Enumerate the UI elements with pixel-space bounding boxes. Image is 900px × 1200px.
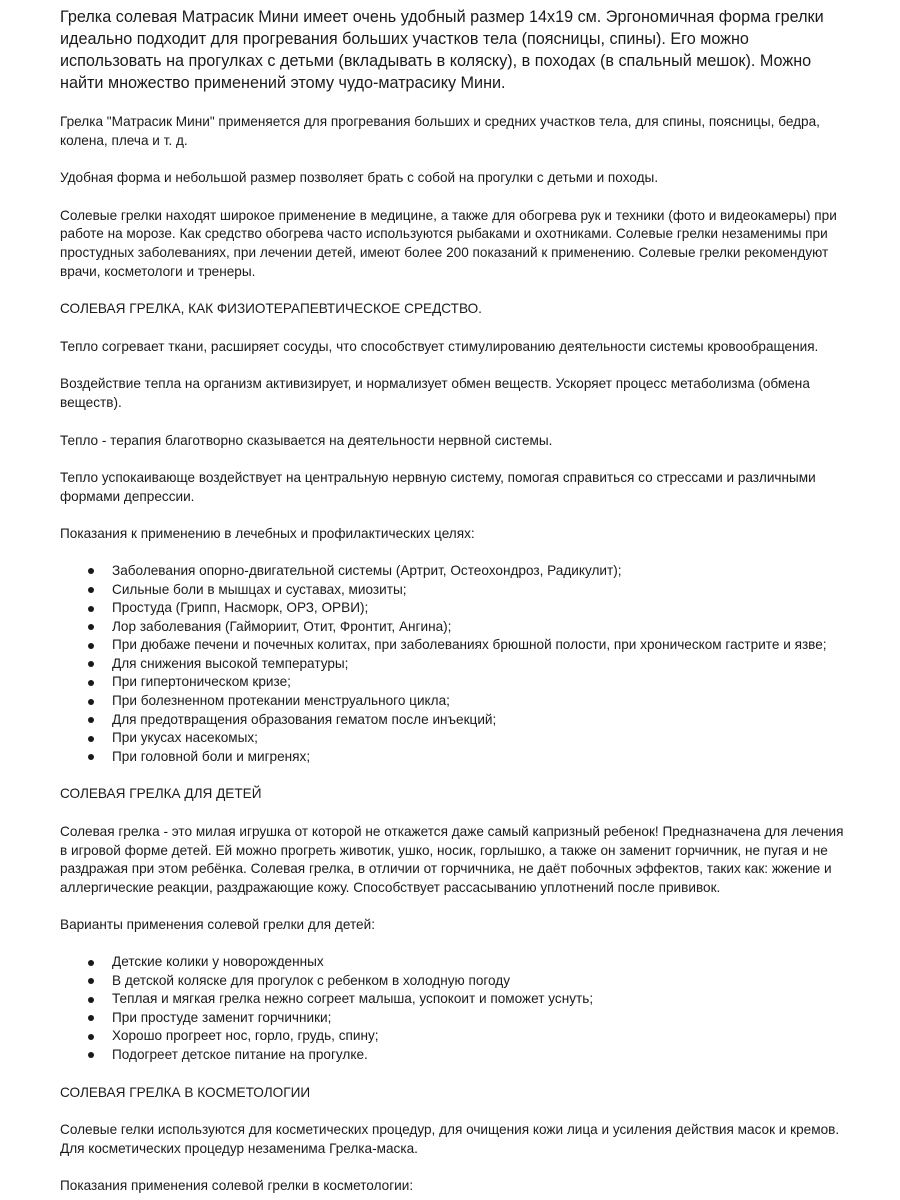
paragraph-cosmetology-indications-intro: Показания применения солевой грелки в косметологии: (60, 1178, 414, 1194)
bullet-icon (88, 1015, 94, 1021)
list-item-text: Сильные боли в мышцах и суставах, миозиты; (112, 581, 407, 597)
list-item-text: В детской коляске для прогулок с ребенком в холодную погоду (112, 972, 511, 988)
list-item (60, 729, 850, 748)
paragraph-children: Солевая грелка - это милая игрушка от которой не откажется даже самый капризный ребенок! Предназначена для лечения в игровой форме детей. Ей можно прогреть животик, ушко, носик, горлышко, а также он заменит горчичник, не пугая и не раздражая при этом ребёнка. Солевая грелка, в отличии от горчичника, не даёт побочных эффектов, таких как: жжение и аллергические реакции, раздражающие кожу. Способствует рассасыванию уплотнений после прививок. (60, 824, 844, 895)
bullet-icon (88, 568, 94, 574)
list-item (60, 655, 850, 674)
list-item (60, 990, 850, 1009)
section-heading-cosmetology: СОЛЕВАЯ ГРЕЛКА В КОСМЕТОЛОГИИ (60, 1084, 311, 1100)
list-item-text: Заболевания опорно-двигательной системы (Артрит, Остеохондроз, Радикулит); (112, 562, 622, 578)
bullet-icon (88, 1034, 94, 1040)
list-item (60, 1027, 850, 1046)
list-item (60, 673, 850, 692)
list-item-text: Подогреет детское питание на прогулке. (112, 1046, 368, 1062)
section-heading-physiotherapy: СОЛЕВАЯ ГРЕЛКА, КАК ФИЗИОТЕРАПЕВТИЧЕСКОЕ СРЕДСТВО. (60, 301, 482, 317)
paragraph-metabolism: Воздействие тепла на организм активизирует, и нормализует обмен веществ. Ускоряет процесс метаболизма (обмена веществ). (60, 376, 810, 410)
paragraph-nervous-system: Тепло - терапия благотворно сказывается на деятельности нервной системы. (60, 432, 553, 448)
list-item (60, 562, 850, 581)
list-item-text: Для предотвращения образования гематом после инъекций; (112, 711, 497, 727)
intro-paragraph: Грелка солевая Матрасик Мини имеет очень удобный размер 14х19 см. Эргономичная форма грелки идеально подходит для прогревания больших участков тела (поясницы, спины). Его можно использовать на прогулках с детьми (вкладывать в коляску), в походах (в спальный мешок). Можно найти множество применений этому чудо-матрасику Мини. (60, 8, 824, 92)
bullet-icon (88, 606, 94, 612)
list-item-text: При укусах насекомых; (112, 730, 258, 746)
list-item-text: При болезненном протекании менструального цикла; (112, 693, 450, 709)
bullet-icon (88, 997, 94, 1003)
bullet-icon (88, 680, 94, 686)
paragraph-medicine: Солевые грелки находят широкое применение в медицине, а также для обогрева рук и техники (фото и видеокамеры) при работе на морозе. Как средство обогрева часто используются рыбаками и охотниками. Солевые грелки незаменимы при простудных заболеваниях, при лечении детей, имеют более 200 показаний к применению. Солевые грелки рекомендуют врачи, косметологи и тренеры. (60, 207, 837, 279)
list-item (60, 618, 850, 637)
list-item-text: Простуда (Грипп, Насморк, ОРЗ, ОРВИ); (112, 600, 369, 616)
bullet-icon (88, 699, 94, 705)
bullet-icon (88, 587, 94, 593)
paragraph-calming: Тепло успокаивающе воздействует на центральную нервную систему, помогая справиться со стрессами и различными формами депрессии. (60, 470, 816, 504)
bullet-icon (88, 1052, 94, 1058)
paragraph-cosmetology: Солевые гелки используются для косметических процедур, для очищения кожи лица и усиления действия масок и кремов. Для косметических процедур незаменима Грелка-маска. (60, 1122, 840, 1156)
list-item-text: При гипертоническом кризе; (112, 674, 291, 690)
list-item (60, 692, 850, 711)
list-item (60, 581, 850, 600)
bullet-icon (88, 717, 94, 723)
list-item (60, 636, 850, 655)
bullet-icon (88, 736, 94, 742)
paragraph-indications-intro: Показания к применению в лечебных и профилактических целях: (60, 526, 475, 542)
bullet-icon (88, 643, 94, 649)
document-page (60, 0, 850, 1196)
bullet-icon (88, 960, 94, 966)
list-item-text: При простуде заменит горчичники; (112, 1009, 332, 1025)
bullet-icon (88, 978, 94, 984)
bullet-icon (88, 661, 94, 667)
paragraph-usage: Грелка "Матрасик Мини" применяется для прогревания больших и средних участков тела, для спины, поясницы, бедра, колена, плеча и т. д. (60, 114, 820, 148)
children-variants-list (60, 953, 850, 1065)
list-item-text: При дюбаже печени и почечных колитах, при заболеваниях брюшной полости, при хроническом гастрите и язве; (112, 637, 827, 653)
list-item (60, 972, 850, 991)
list-item-text: Хорошо прогреет нос, горло, грудь, спину; (112, 1028, 379, 1044)
paragraph-warmth-tissues: Тепло согревает ткани, расширяет сосуды, что способствует стимулированию деятельности системы кровообращения. (60, 338, 819, 354)
section-heading-children: СОЛЕВАЯ ГРЕЛКА ДЛЯ ДЕТЕЙ (60, 786, 262, 802)
list-item (60, 711, 850, 730)
paragraph-children-variants-intro: Варианты применения солевой грелки для детей: (60, 917, 375, 933)
list-item-text: Лор заболевания (Гаймориит, Отит, Фронтит, Ангина); (112, 618, 452, 634)
list-item (60, 748, 850, 767)
indications-list (60, 562, 850, 767)
list-item-text: При головной боли и мигренях; (112, 748, 311, 764)
list-item (60, 1009, 850, 1028)
list-item (60, 599, 850, 618)
list-item-text: Теплая и мягкая грелка нежно согреет малыша, успокоит и поможет уснуть; (112, 991, 594, 1007)
bullet-icon (88, 754, 94, 760)
list-item-text: Для снижения высокой температуры; (112, 655, 349, 671)
list-item-text: Детские колики у новорожденных (112, 954, 324, 969)
bullet-icon (88, 624, 94, 630)
list-item (60, 1046, 850, 1065)
list-item (60, 953, 850, 972)
paragraph-convenience: Удобная форма и небольшой размер позволяет брать с собой на прогулки с детьми и походы. (60, 170, 659, 186)
